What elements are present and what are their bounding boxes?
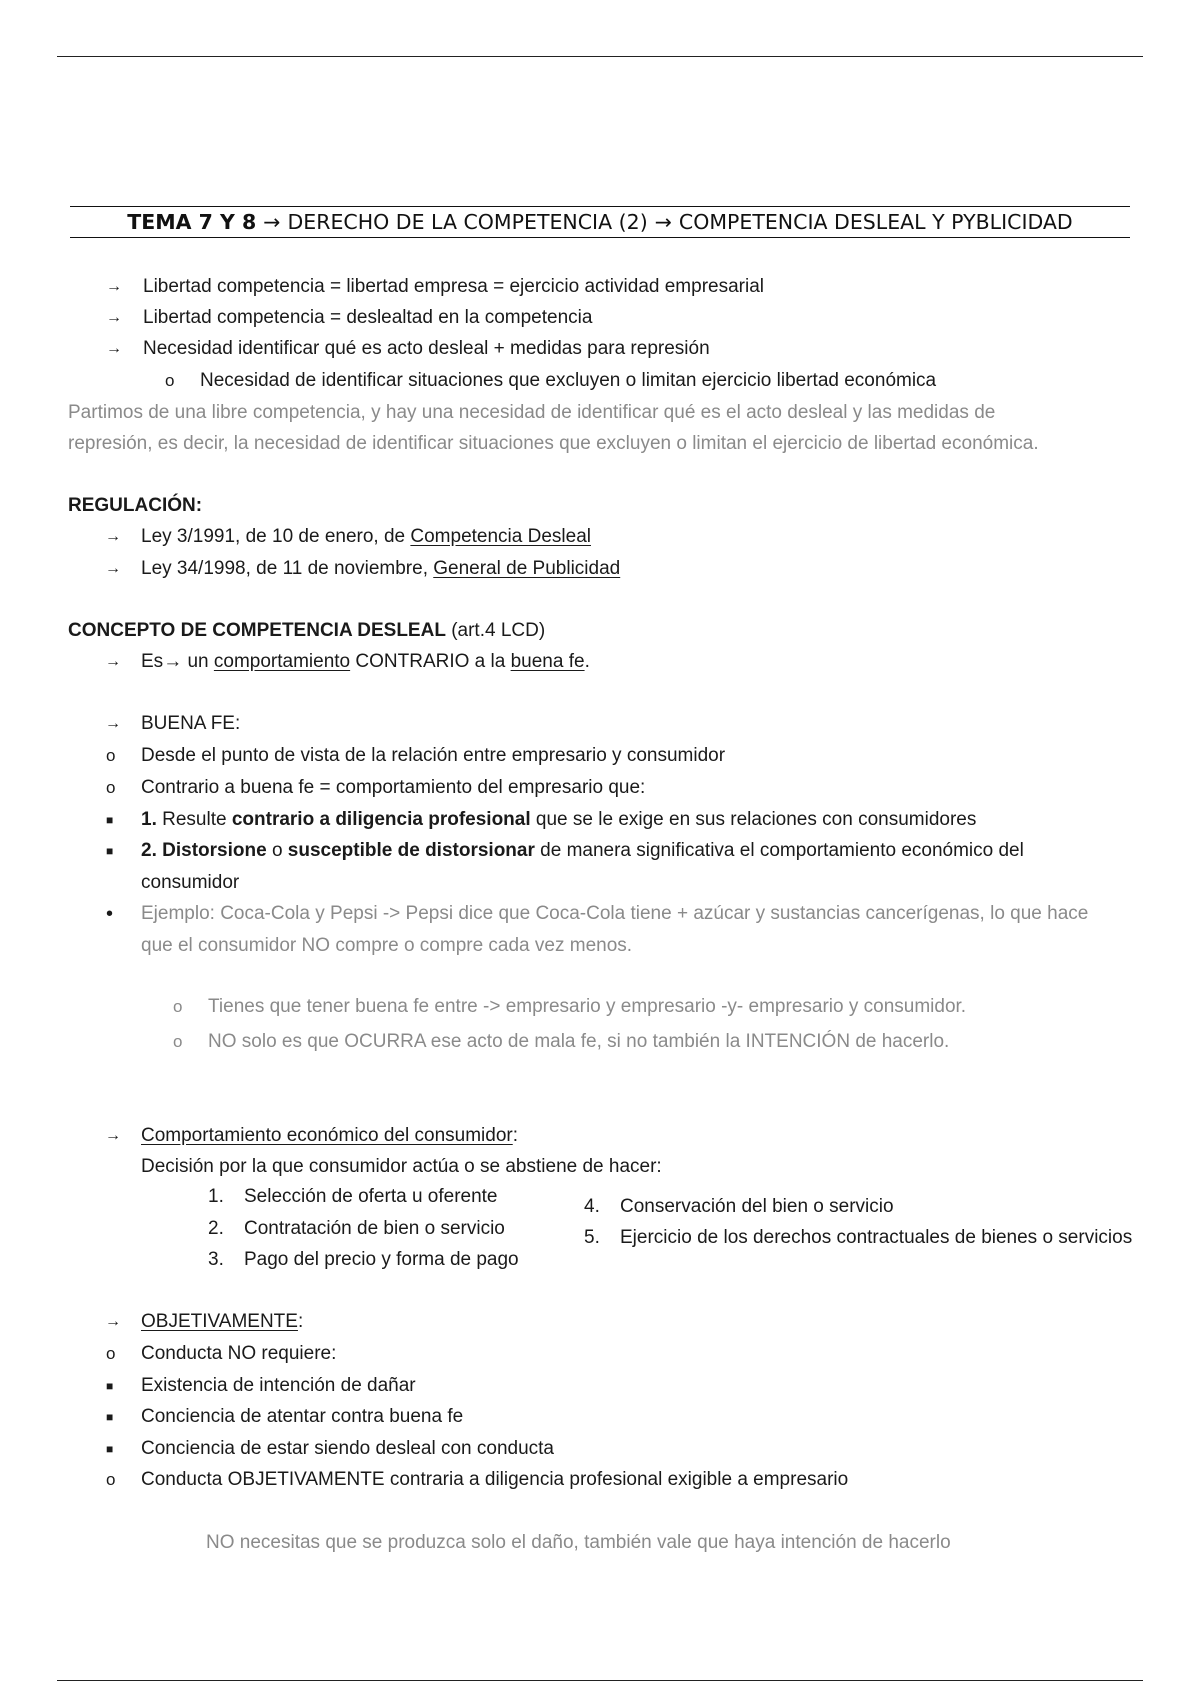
circle-bullet-icon: o	[165, 371, 175, 390]
buena-fe-note-2: o NO solo es que OCURRA ese acto de mala fe, si no también la INTENCIÓN de hacerlo.	[173, 1031, 950, 1052]
arrow-bullet-icon: →	[105, 1313, 121, 1330]
objetivamente-heading: → OBJETIVAMENTE:	[105, 1311, 304, 1332]
square-bullet-icon: ■	[106, 1410, 114, 1424]
law-1-name: Competencia Desleal	[410, 526, 591, 547]
circle-bullet-icon: o	[173, 1032, 183, 1051]
square-bullet-icon: ■	[106, 1379, 114, 1393]
circle-bullet-icon: o	[106, 1470, 116, 1489]
square-bullet-icon: ■	[106, 1442, 114, 1456]
circle-bullet-icon: o	[173, 997, 183, 1016]
circle-bullet-icon: o	[106, 778, 116, 797]
footer-rule	[57, 1680, 1143, 1681]
concepto-definition: → Es→ un comportamiento CONTRARIO a la buena fe.	[105, 651, 590, 672]
objetivamente-item-2: o Conducta OBJETIVAMENTE contraria a diligencia profesional exigible a empresario	[106, 1469, 849, 1490]
arrow-bullet-icon: →	[105, 1127, 121, 1144]
decision-item-1: 1. Selección de oferta u oferente	[208, 1186, 498, 1207]
header-rule	[57, 56, 1143, 57]
buena-fe-item-2: o Contrario a buena fe = comportamiento del empresario que:	[106, 777, 646, 798]
intro-paragraph-line-1: Partimos de una libre competencia, y hay una necesidad de identificar qué es el acto desleal y las medidas de	[68, 402, 996, 423]
objetivamente-sub-2: ■ Conciencia de atentar contra buena fe	[106, 1406, 464, 1427]
decision-item-4: 4. Conservación del bien o servicio	[584, 1196, 894, 1217]
objetivamente-sub-3: ■ Conciencia de estar siendo desleal con conducta	[106, 1438, 554, 1459]
example-line-1: • Ejemplo: Coca-Cola y Pepsi -> Pepsi dice que Coca-Cola tiene + azúcar y sustancias cancerígenas, lo que hace	[106, 903, 1089, 925]
title-part-1: DERECHO DE LA COMPETENCIA (2)	[287, 210, 648, 234]
law-item-2: → Ley 34/1998, de 11 de noviembre, General de Publicidad	[105, 558, 621, 579]
title-arrow-2: →	[654, 210, 672, 234]
square-bullet-icon: ■	[106, 844, 114, 858]
objetivamente-note: NO necesitas que se produzca solo el daño, también vale que haya intención de hacerlo	[206, 1532, 951, 1553]
law-2-name: General de Publicidad	[433, 558, 621, 579]
dot-bullet-icon: •	[106, 903, 114, 925]
arrow-bullet-icon: →	[106, 340, 122, 357]
buena-fe-heading: → BUENA FE:	[105, 713, 241, 734]
circle-bullet-icon: o	[106, 746, 116, 765]
buena-fe-note-1: o Tienes que tener buena fe entre -> empresario y empresario -y- empresario y consumidor.	[173, 996, 967, 1017]
arrow-bullet-icon: →	[105, 715, 121, 732]
buena-fe-sub-2: ■ 2. Distorsione o susceptible de distorsionar de manera significativa el comportamiento económico del	[106, 840, 1024, 861]
law-item-1: → Ley 3/1991, de 10 de enero, de Competencia Desleal	[105, 526, 591, 547]
decision-item-3: 3. Pago del precio y forma de pago	[208, 1249, 519, 1270]
objetivamente-item-1: o Conducta NO requiere:	[106, 1343, 337, 1364]
comportamiento-decision: Decisión por la que consumidor actúa o se abstiene de hacer:	[141, 1156, 662, 1177]
decision-item-2: 2. Contratación de bien o servicio	[208, 1218, 505, 1239]
title-topic: TEMA 7 Y 8	[127, 210, 257, 234]
intro-item-3: → Necesidad identificar qué es acto desleal + medidas para represión	[106, 338, 710, 359]
square-bullet-icon: ■	[106, 813, 114, 827]
buena-fe-item-1: o Desde el punto de vista de la relación entre empresario y consumidor	[106, 745, 726, 766]
arrow-bullet-icon: →	[106, 278, 122, 295]
title-part-2: COMPETENCIA DESLEAL Y PYBLICIDAD	[678, 210, 1073, 234]
intro-item-1: → Libertad competencia = libertad empresa = ejercicio actividad empresarial	[106, 276, 764, 297]
page-title	[70, 206, 1130, 238]
buena-fe-sub-1: ■ 1. Resulte contrario a diligencia profesional que se le exige en sus relaciones con consumidores	[106, 809, 977, 830]
intro-paragraph-line-2: represión, es decir, la necesidad de identificar situaciones que excluyen o limitan el ejercicio de libertad económica.	[68, 433, 1039, 454]
comportamiento-heading: → Comportamiento económico del consumidor:	[105, 1125, 519, 1146]
intro-item-2: → Libertad competencia = deslealtad en la competencia	[106, 307, 593, 328]
arrow-bullet-icon: →	[105, 653, 121, 670]
arrow-bullet-icon: →	[105, 560, 121, 577]
arrow-bullet-icon: →	[105, 528, 121, 545]
decision-item-5: 5. Ejercicio de los derechos contractuales de bienes o servicios	[584, 1227, 1133, 1248]
circle-bullet-icon: o	[106, 1344, 116, 1363]
title-arrow-1: →	[263, 210, 281, 234]
arrow-icon: →	[163, 651, 183, 672]
arrow-bullet-icon: →	[106, 309, 122, 326]
buena-fe-sub-2-continued: consumidor	[141, 872, 240, 893]
intro-subitem: o Necesidad de identificar situaciones que excluyen o limitan ejercicio libertad económica	[165, 370, 937, 391]
objetivamente-sub-1: ■ Existencia de intención de dañar	[106, 1375, 416, 1396]
example-line-2: que el consumidor NO compre o compre cada vez menos.	[141, 935, 633, 956]
concepto-heading: CONCEPTO DE COMPETENCIA DESLEAL (art.4 LCD)	[68, 620, 546, 641]
regulacion-heading: REGULACIÓN:	[68, 495, 203, 516]
